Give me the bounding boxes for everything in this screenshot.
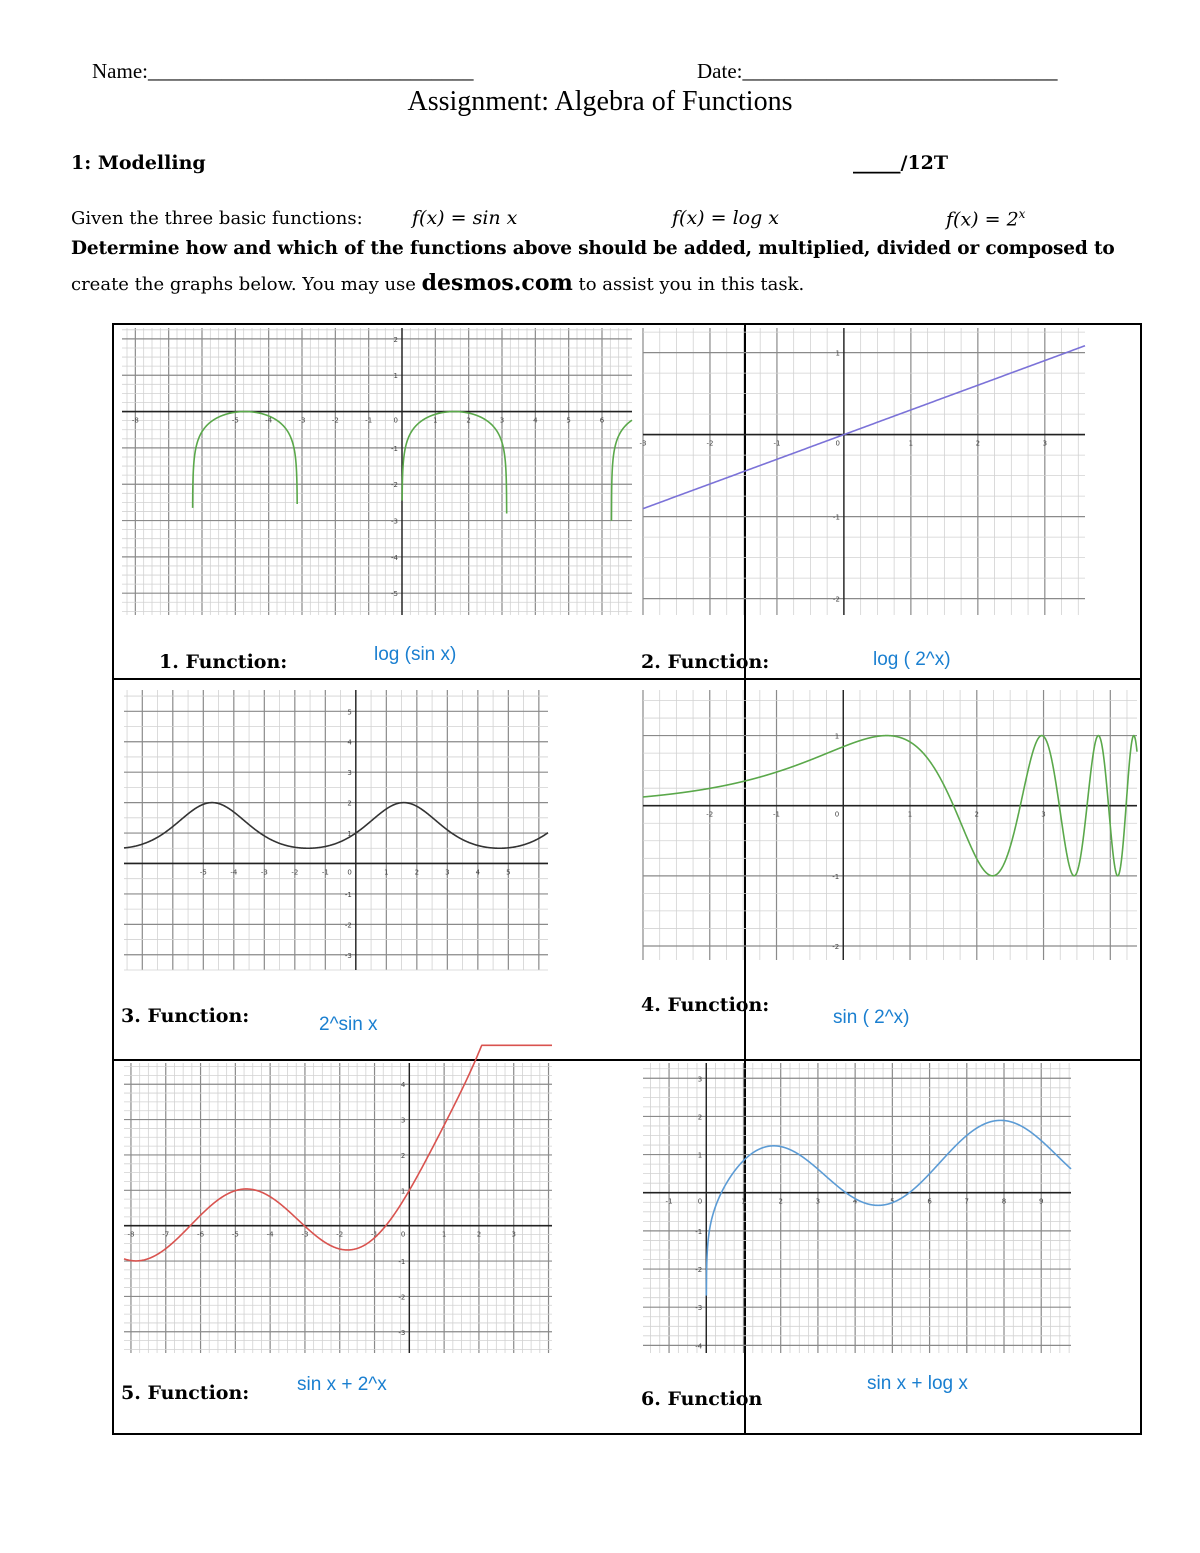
origin-label: 0 bbox=[400, 1230, 406, 1239]
given-label: Given the three basic functions: bbox=[71, 208, 363, 229]
y-tick-label: -2 bbox=[391, 481, 398, 490]
function-log: f(x) = log x bbox=[672, 207, 780, 229]
x-tick-label: 2 bbox=[778, 1197, 783, 1206]
y-tick-label: -5 bbox=[391, 590, 398, 599]
x-tick-label: -1 bbox=[371, 1230, 379, 1239]
y-tick-label: -3 bbox=[391, 517, 398, 526]
graph-5 bbox=[124, 1063, 552, 1353]
x-tick-label: -6 bbox=[197, 1230, 205, 1239]
x-tick-label: -4 bbox=[230, 868, 238, 877]
x-tick-label: 2 bbox=[975, 439, 981, 448]
x-tick-label: -1 bbox=[773, 810, 781, 819]
x-tick-label: 1 bbox=[741, 1197, 746, 1206]
y-tick-label: -3 bbox=[695, 1304, 703, 1313]
x-tick-label: 7 bbox=[964, 1197, 970, 1206]
y-tick-label: -1 bbox=[832, 872, 840, 881]
y-tick-label: -1 bbox=[391, 444, 398, 453]
x-tick-label: -1 bbox=[665, 1197, 673, 1206]
y-tick-label: 3 bbox=[400, 1116, 406, 1125]
x-tick-label: -5 bbox=[231, 416, 239, 425]
problem-3-answer[interactable]: 2^sin x bbox=[319, 1014, 378, 1035]
y-tick-label: -1 bbox=[398, 1258, 406, 1267]
x-tick-label: -5 bbox=[199, 868, 207, 877]
function-curve bbox=[124, 803, 548, 849]
x-tick-label: 8 bbox=[1001, 1197, 1007, 1206]
origin-label: 0 bbox=[834, 810, 840, 819]
y-tick-label: 1 bbox=[697, 1151, 703, 1160]
x-tick-label: -3 bbox=[301, 1230, 309, 1239]
x-tick-label: 5 bbox=[890, 1197, 895, 1206]
graph-4 bbox=[643, 690, 1137, 960]
problem-4-answer[interactable]: sin ( 2^x) bbox=[833, 1007, 910, 1028]
x-tick-label: 1 bbox=[384, 868, 389, 877]
y-tick-label: -2 bbox=[398, 1293, 406, 1302]
origin-label: 0 bbox=[347, 868, 352, 877]
x-tick-label: -4 bbox=[266, 1230, 274, 1239]
problem-3-label: 3. Function: bbox=[121, 1005, 250, 1027]
x-tick-label: -3 bbox=[639, 439, 647, 448]
problem-5-answer[interactable]: sin x + 2^x bbox=[297, 1374, 387, 1395]
x-tick-label: 3 bbox=[499, 416, 505, 425]
y-tick-label: 2 bbox=[347, 799, 352, 808]
function-exp bbox=[946, 207, 1025, 230]
x-tick-label: 1 bbox=[908, 439, 914, 448]
x-tick-label: -3 bbox=[260, 868, 268, 877]
x-tick-label: 3 bbox=[1041, 810, 1046, 819]
x-tick-label: -1 bbox=[773, 439, 781, 448]
problem-6-label: 6. Function bbox=[641, 1388, 763, 1410]
problem-1-answer[interactable]: log (sin x) bbox=[374, 644, 457, 665]
y-tick-label: -4 bbox=[695, 1342, 703, 1351]
section-heading: 1: Modelling bbox=[71, 152, 206, 174]
x-tick-label: 3 bbox=[1042, 439, 1048, 448]
y-tick-label: -3 bbox=[344, 951, 352, 960]
x-tick-label: -4 bbox=[265, 416, 273, 425]
x-tick-label: 4 bbox=[533, 416, 538, 425]
grid-divider-row-1 bbox=[114, 678, 1140, 680]
problem-6-answer[interactable]: sin x + log x bbox=[867, 1373, 968, 1394]
instruction-line-2-suffix: to assist you in this task. bbox=[572, 274, 805, 295]
problem-5-label: 5. Function: bbox=[121, 1382, 250, 1404]
x-tick-label: -2 bbox=[706, 439, 714, 448]
y-tick-label: 2 bbox=[400, 1151, 406, 1160]
problem-1-label: 1. Function: bbox=[159, 651, 288, 673]
y-tick-label: 3 bbox=[697, 1075, 703, 1084]
graph-3 bbox=[124, 690, 548, 970]
x-tick-label: -1 bbox=[321, 868, 329, 877]
instruction-line-2-prefix: create the graphs below. You may use bbox=[71, 274, 422, 295]
x-tick-label: -1 bbox=[365, 416, 373, 425]
x-tick-label: -2 bbox=[291, 868, 299, 877]
grid-divider-row-2 bbox=[114, 1059, 1140, 1061]
x-tick-label: 4 bbox=[852, 1197, 858, 1206]
x-tick-label: -7 bbox=[162, 1230, 170, 1239]
origin-label: 0 bbox=[835, 439, 840, 448]
instruction-line-1: Determine how and which of the functions above should be added, multiplied, divided or composed to bbox=[71, 238, 1115, 259]
x-tick-label: 1 bbox=[441, 1230, 447, 1239]
y-tick-label: -4 bbox=[391, 553, 398, 562]
x-tick-label: 2 bbox=[466, 416, 471, 425]
graph-2 bbox=[639, 328, 1085, 615]
x-tick-label: 3 bbox=[445, 868, 450, 877]
y-tick-label: 3 bbox=[347, 769, 352, 778]
y-tick-label: -2 bbox=[344, 921, 352, 930]
x-tick-label: 3 bbox=[511, 1230, 516, 1239]
x-tick-label: 1 bbox=[433, 416, 438, 425]
x-tick-label: -8 bbox=[127, 1230, 135, 1239]
y-tick-label: 1 bbox=[835, 349, 840, 358]
date-field[interactable]: Date:______________________________ bbox=[697, 59, 1058, 83]
y-tick-label: -2 bbox=[832, 595, 840, 604]
x-tick-label: 6 bbox=[599, 416, 605, 425]
origin-label: 0 bbox=[697, 1197, 703, 1206]
x-tick-label: 2 bbox=[476, 1230, 482, 1239]
y-tick-label: 1 bbox=[393, 372, 398, 381]
y-tick-label: -3 bbox=[398, 1328, 406, 1337]
name-field[interactable]: Name:_______________________________ bbox=[92, 59, 474, 83]
x-tick-label: -2 bbox=[336, 1230, 344, 1239]
y-tick-label: 5 bbox=[347, 708, 352, 717]
y-tick-label: 4 bbox=[347, 738, 352, 747]
x-tick-label: 3 bbox=[815, 1197, 821, 1206]
y-tick-label: 2 bbox=[697, 1113, 703, 1122]
x-tick-label: -8 bbox=[131, 416, 139, 425]
x-tick-label: -2 bbox=[331, 416, 339, 425]
desmos-link[interactable]: desmos.com bbox=[421, 270, 573, 296]
x-tick-label: 9 bbox=[1038, 1197, 1044, 1206]
y-tick-label: -2 bbox=[695, 1266, 703, 1275]
x-tick-label: 2 bbox=[414, 868, 420, 877]
y-tick-label: -1 bbox=[344, 890, 352, 899]
x-tick-label: -2 bbox=[706, 810, 714, 819]
graph-1 bbox=[122, 328, 632, 615]
y-tick-label: 1 bbox=[834, 732, 840, 741]
y-tick-label: 4 bbox=[400, 1081, 406, 1090]
x-tick-label: -3 bbox=[298, 416, 306, 425]
y-tick-label: 2 bbox=[393, 335, 398, 344]
x-tick-label: 6 bbox=[927, 1197, 932, 1206]
y-tick-label: -2 bbox=[832, 942, 840, 951]
x-tick-label: -5 bbox=[231, 1230, 239, 1239]
page-title: Assignment: Algebra of Functions bbox=[407, 86, 793, 117]
instruction-line-2 bbox=[71, 270, 804, 296]
y-tick-label: -1 bbox=[695, 1227, 703, 1236]
x-tick-label: 2 bbox=[974, 810, 980, 819]
x-tick-label: 1 bbox=[907, 810, 913, 819]
function-exp-exponent: x bbox=[1018, 207, 1026, 221]
x-tick-label: 5 bbox=[506, 868, 511, 877]
function-curve bbox=[643, 346, 1085, 509]
x-tick-label: 5 bbox=[566, 416, 571, 425]
y-tick-label: 1 bbox=[347, 830, 352, 839]
problem-2-label: 2. Function: bbox=[641, 651, 770, 673]
function-exp-base: f(x) = 2 bbox=[946, 208, 1019, 231]
function-sin: f(x) = sin x bbox=[412, 207, 518, 229]
origin-label: 0 bbox=[393, 416, 398, 425]
y-tick-label: -1 bbox=[832, 513, 840, 522]
y-tick-label: 1 bbox=[400, 1187, 406, 1196]
marks-field: _____/12T bbox=[853, 152, 949, 174]
problem-4-label: 4. Function: bbox=[641, 994, 770, 1016]
x-tick-label: 4 bbox=[475, 868, 481, 877]
problem-2-answer[interactable]: log ( 2^x) bbox=[873, 649, 951, 670]
graph-6 bbox=[643, 1063, 1071, 1353]
